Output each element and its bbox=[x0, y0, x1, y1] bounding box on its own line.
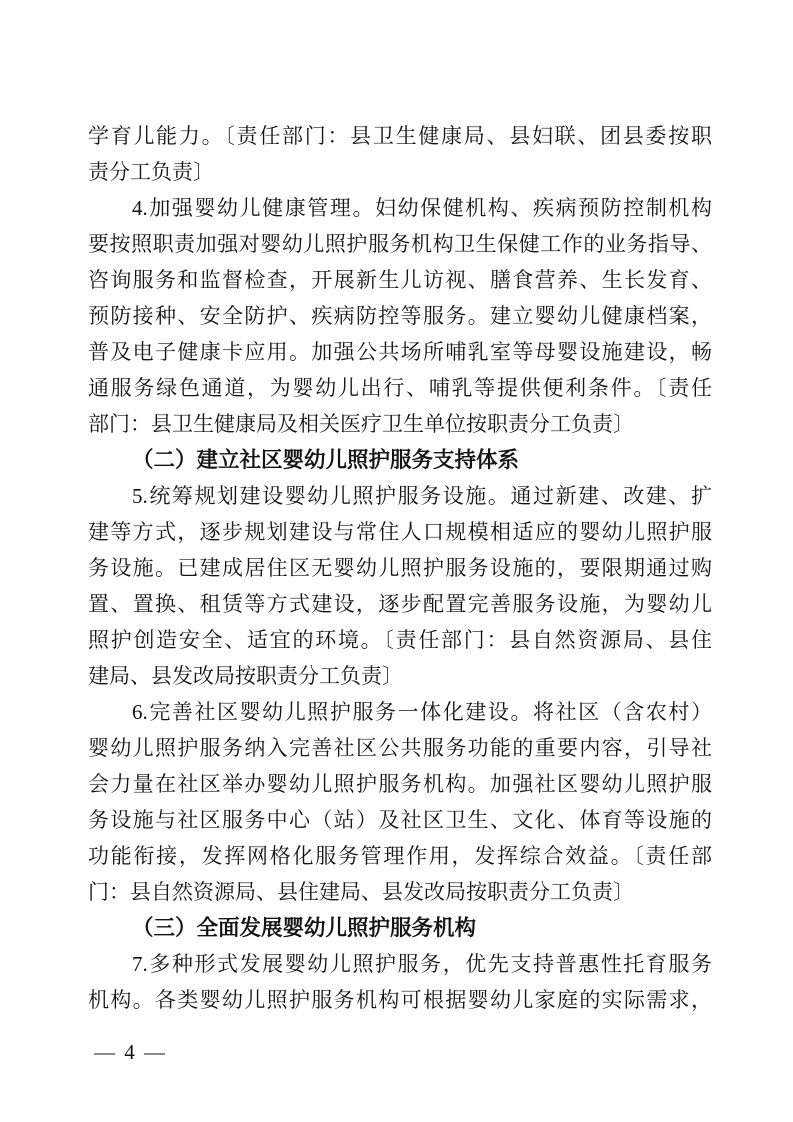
text-block bbox=[88, 118, 712, 1018]
text-line: 务设施。已建成居住区无婴幼儿照护服务设施的，要限期通过购 bbox=[88, 556, 712, 580]
text-line: 务设施与社区服务中心（站）及社区卫生、文化、体育等设施的 bbox=[88, 808, 712, 832]
text-line: 婴幼儿照护服务纳入完善社区公共服务功能的重要内容，引导社 bbox=[88, 736, 712, 760]
text-line: 部门：县卫生健康局及相关医疗卫生单位按职责分工负责〕 bbox=[88, 412, 634, 436]
text-line: 通服务绿色通道，为婴幼儿出行、哺乳等提供便利条件。〔责任 bbox=[88, 376, 712, 400]
text-line: 学育儿能力。〔责任部门：县卫生健康局、县妇联、团县委按职 bbox=[88, 124, 712, 148]
text-line: 建局、县发改局按职责分工负责〕 bbox=[88, 664, 403, 688]
text-line: 机构。各类婴幼儿照护服务机构可根据婴幼儿家庭的实际需求， bbox=[88, 988, 712, 1012]
text-line: 会力量在社区举办婴幼儿照护服务机构。加强社区婴幼儿照护服 bbox=[88, 772, 712, 796]
text-line: 建等方式，逐步规划建设与常住人口规模相适应的婴幼儿照护服 bbox=[88, 520, 712, 544]
text-line: 普及电子健康卡应用。加强公共场所哺乳室等母婴设施建设，畅 bbox=[88, 340, 712, 364]
text-line: 责分工负责〕 bbox=[88, 160, 214, 184]
text-line: 咨询服务和监督检查，开展新生儿访视、膳食营养、生长发育、 bbox=[88, 268, 712, 292]
text-line: 4.加强婴幼儿健康管理。妇幼保健机构、疾病预防控制机构 bbox=[132, 196, 712, 220]
page-number: — 4 — bbox=[94, 1040, 167, 1064]
text-line: 门：县自然资源局、县住建局、县发改局按职责分工负责〕 bbox=[88, 880, 634, 904]
text-line: 要按照职责加强对婴幼儿照护服务机构卫生保健工作的业务指导、 bbox=[88, 232, 712, 256]
text-line: 照护创造安全、适宜的环境。〔责任部门：县自然资源局、县住 bbox=[88, 628, 712, 652]
text-line: 5.统筹规划建设婴幼儿照护服务设施。通过新建、改建、扩 bbox=[132, 484, 712, 508]
text-line: 预防接种、安全防护、疾病防控等服务。建立婴幼儿健康档案， bbox=[88, 304, 712, 328]
text-line: 7.多种形式发展婴幼儿照护服务，优先支持普惠性托育服务 bbox=[132, 952, 712, 976]
text-line: 6.完善社区婴幼儿照护服务一体化建设。将社区（含农村） bbox=[132, 700, 712, 724]
section-heading: （三）全面发展婴幼儿照护服务机构 bbox=[132, 916, 477, 940]
text-line: 置、置换、租赁等方式建设，逐步配置完善服务设施，为婴幼儿 bbox=[88, 592, 712, 616]
text-line: 功能衔接，发挥网格化服务管理作用，发挥综合效益。〔责任部 bbox=[88, 844, 712, 868]
section-heading: （二）建立社区婴幼儿照护服务支持体系 bbox=[132, 448, 520, 472]
